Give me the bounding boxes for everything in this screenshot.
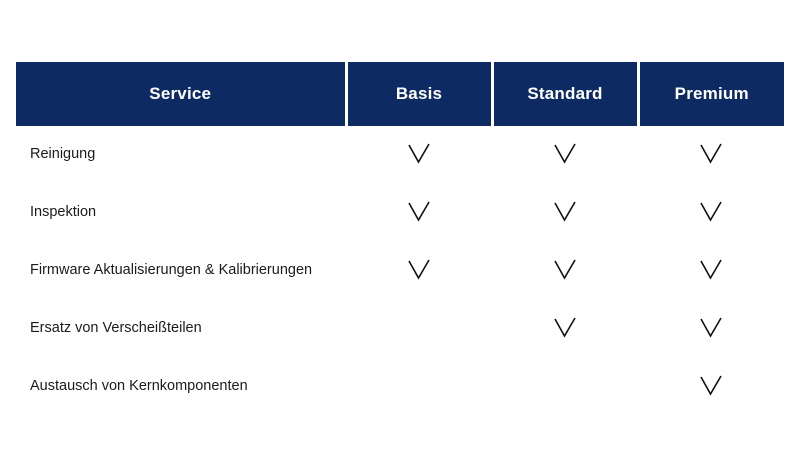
- cell-premium: [638, 300, 784, 358]
- cell-premium: [638, 126, 784, 184]
- table-header-row: [16, 62, 784, 126]
- cell-premium: [638, 242, 784, 300]
- check-mark-icon: [698, 198, 724, 224]
- check-mark-icon: [552, 140, 578, 166]
- cell-standard: [492, 126, 638, 184]
- table-row: [16, 242, 784, 300]
- cell-standard: [492, 242, 638, 300]
- table-row: [16, 300, 784, 358]
- empty-cell-marker: [406, 314, 432, 340]
- cell-standard: [492, 300, 638, 358]
- service-label: Reinigung: [16, 126, 346, 184]
- check-mark-icon: [406, 140, 432, 166]
- cell-standard: [492, 184, 638, 242]
- check-mark-icon: [406, 256, 432, 282]
- check-mark-icon: [552, 198, 578, 224]
- check-mark-icon: [698, 140, 724, 166]
- check-mark-icon: [698, 314, 724, 340]
- table-row: [16, 358, 784, 416]
- check-mark-icon: [552, 314, 578, 340]
- cell-basis: [346, 300, 492, 358]
- column-header-standard: Standard: [492, 62, 638, 126]
- service-label: Ersatz von Verscheißteilen: [16, 300, 346, 358]
- column-header-premium: Premium: [638, 62, 784, 126]
- table-row: [16, 126, 784, 184]
- check-mark-icon: [406, 198, 432, 224]
- cell-premium: [638, 184, 784, 242]
- service-comparison-table-wrapper: [16, 62, 784, 416]
- service-label: Austausch von Kernkomponenten: [16, 358, 346, 416]
- column-header-basis: Basis: [346, 62, 492, 126]
- service-comparison-table: [16, 62, 784, 416]
- table-header: [16, 62, 784, 126]
- cell-premium: [638, 358, 784, 416]
- empty-cell-marker: [406, 372, 432, 398]
- cell-basis: [346, 358, 492, 416]
- check-mark-icon: [698, 256, 724, 282]
- cell-basis: [346, 242, 492, 300]
- table-body: [16, 126, 784, 416]
- service-label: Inspektion: [16, 184, 346, 242]
- cell-standard: [492, 358, 638, 416]
- cell-basis: [346, 126, 492, 184]
- check-mark-icon: [552, 256, 578, 282]
- table-row: [16, 184, 784, 242]
- cell-basis: [346, 184, 492, 242]
- column-header-service: Service: [16, 62, 346, 126]
- service-label: Firmware Aktualisierungen & Kalibrierungen: [16, 242, 346, 300]
- check-mark-icon: [698, 372, 724, 398]
- empty-cell-marker: [552, 372, 578, 398]
